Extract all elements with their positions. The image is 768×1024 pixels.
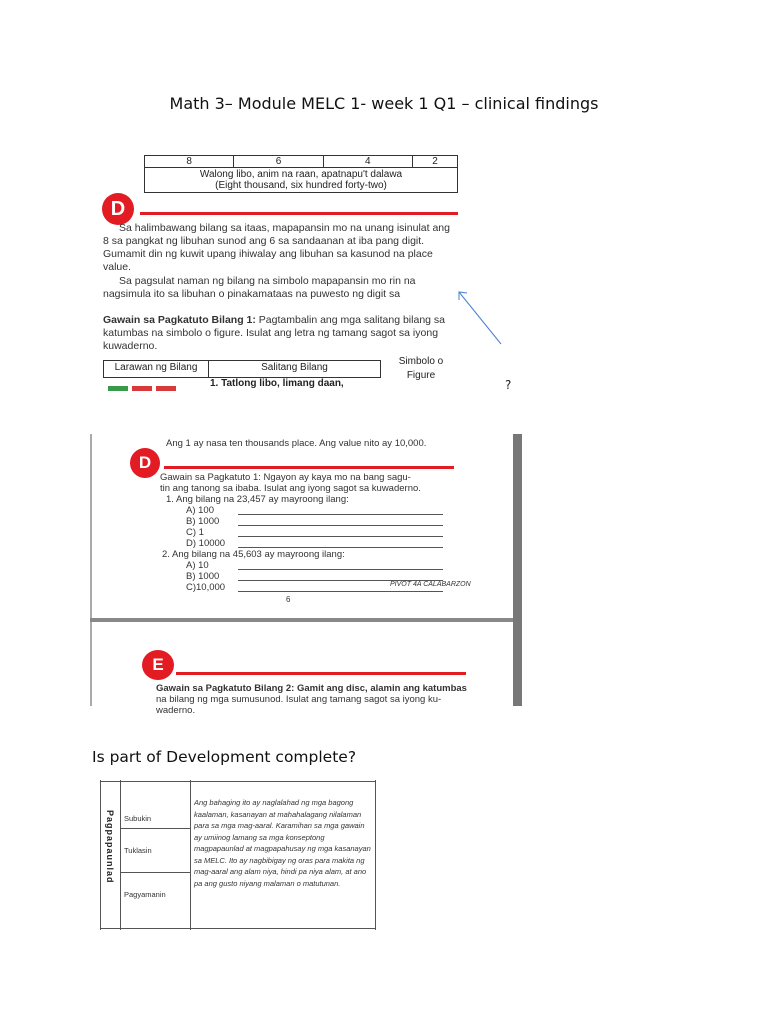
- development-question: Is part of Development complete?: [92, 748, 357, 766]
- activity-instructions: tin ang tanong sa ibaba. Isulat ang iyong sagot sa kuwaderno.: [160, 483, 421, 494]
- picture-block: [132, 386, 152, 391]
- answer-line: [238, 547, 443, 548]
- document-title: Math 3– Module MELC 1- week 1 Q1 – clinical findings: [169, 94, 599, 113]
- row-label: Pagyamanin: [124, 890, 166, 899]
- question-1: 1. Ang bilang na 23,457 ay mayroong ilang:: [166, 494, 349, 505]
- option: C)10,000: [186, 582, 226, 593]
- number-words-tagalog: Walong libo, anim na raan, apatnapu't dalawa: [199, 169, 403, 180]
- row-label: Tuklasin: [124, 846, 152, 855]
- table-border: [190, 780, 191, 930]
- module-excerpt-activity: [90, 434, 522, 716]
- column-header: Salitang Bilang: [209, 361, 381, 378]
- table-border: [375, 780, 376, 930]
- answer-line: [238, 591, 443, 592]
- explanation-paragraph: Sa pagsulat naman ng bilang na simbolo mapapansin mo rin na nagsimula ito sa libuhan o pinakamataas na puwesto ng digit sa: [103, 275, 416, 300]
- answer-line: [238, 536, 443, 537]
- section-d-badge: D: [130, 448, 160, 478]
- matching-table: [103, 360, 381, 378]
- option: C) 1: [186, 527, 204, 538]
- answer-line: [238, 569, 443, 570]
- table-border: [120, 872, 190, 873]
- option: B) 1000: [186, 571, 220, 582]
- option: D) 10000: [186, 538, 226, 549]
- table-border: [100, 780, 101, 930]
- option: A) 10: [186, 560, 209, 571]
- activity-instructions: [156, 683, 467, 694]
- section-e-badge: E: [142, 650, 174, 680]
- activity-title: Gawain sa Pagkatuto Bilang 1:: [103, 314, 256, 326]
- row-label: Subukin: [124, 814, 152, 823]
- section-vertical-label: Pagpapaunlad: [105, 810, 115, 884]
- place-value-note: Ang 1 ay nasa ten thousands place. Ang value nito ay 10,000.: [166, 438, 427, 449]
- module-excerpt-place-value: [100, 150, 458, 390]
- column-header-symbol: Simbolo o Figure: [398, 356, 444, 381]
- picture-block: [108, 386, 128, 391]
- page-number: 6: [286, 595, 291, 604]
- activity-instructions: Gawain sa Pagkatuto 1: Ngayon ay kaya mo na bang sagu-: [160, 472, 411, 483]
- annotation-arrow-icon: [455, 288, 505, 348]
- table-border: [120, 828, 190, 829]
- page-edge: [90, 434, 92, 706]
- section-divider: [176, 672, 466, 675]
- activity-instructions: na bilang ng mga sumusunod. Isulat ang tamang sagot sa iyong ku-: [156, 694, 442, 705]
- module-excerpt-development-table: [98, 780, 378, 930]
- option: A) 100: [186, 505, 214, 516]
- question-mark: ?: [505, 378, 512, 392]
- question-2: 2. Ang bilang na 45,603 ay mayroong ilang:: [162, 549, 345, 560]
- activity-instructions: waderno.: [156, 705, 196, 716]
- picture-block: [156, 386, 176, 391]
- column-header: Larawan ng Bilang: [104, 361, 209, 378]
- answer-line: [238, 514, 443, 515]
- explanation-paragraph: Sa halimbawang bilang sa itaas, mapapansin mo na unang isinulat ang 8 sa pangkat ng libuhan sunod ang 6 sa sandaanan at iba pang digit. Gumamit din ng kuwit upang ihiwalay ang libuhan sa kasunod na place value.: [103, 222, 450, 273]
- option: B) 1000: [186, 516, 220, 527]
- activity-instructions: [103, 314, 455, 353]
- activity-title: Gawain sa Pagkatuto Bilang 2: Gamit ang disc, alamin ang katumbas: [156, 683, 467, 694]
- digit-cell: 2: [413, 156, 458, 168]
- table-row: 1. Tatlong libo, limang daan,: [210, 378, 344, 389]
- page-edge: [513, 434, 522, 706]
- digit-cell: 6: [234, 156, 323, 168]
- section-d-badge: D: [102, 193, 134, 225]
- page-separator: [90, 618, 513, 622]
- section-divider: [140, 212, 458, 215]
- table-border: [100, 928, 376, 929]
- digit-cell: 4: [323, 156, 412, 168]
- page-footer: PIVOT 4A CALABARZON: [390, 581, 471, 588]
- answer-line: [238, 525, 443, 526]
- number-words-english: (Eight thousand, six hundred forty-two): [215, 180, 387, 191]
- section-description: Ang bahaging ito ay naglalahad ng mga bagong kaalaman, kasanayan at mahahalagang nilalaman para sa mga mag-aaral. Karamihan sa mga gawain ay umiinog lamang sa mga konseptong magpapaunlad at magpapahusay ng mga kasanayan sa MELC. Ito ay nagbibigay ng oras para makita ng mag-aaral ang alam niya, hindi pa niya alam, at ano pa ang gusto niyang malaman o matutunan.: [194, 798, 371, 888]
- table-border: [100, 781, 376, 782]
- number-word-table: [144, 155, 458, 193]
- table-border: [120, 780, 121, 930]
- digit-cell: 8: [145, 156, 234, 168]
- number-words-cell: [145, 168, 458, 193]
- activity-text: Pagtambalin ang mga salitang bilang sa katumbas na simbolo o figure. Isulat ang letra ng tamang sagot sa iyong kuwaderno.: [103, 314, 446, 352]
- section-divider: [164, 466, 454, 469]
